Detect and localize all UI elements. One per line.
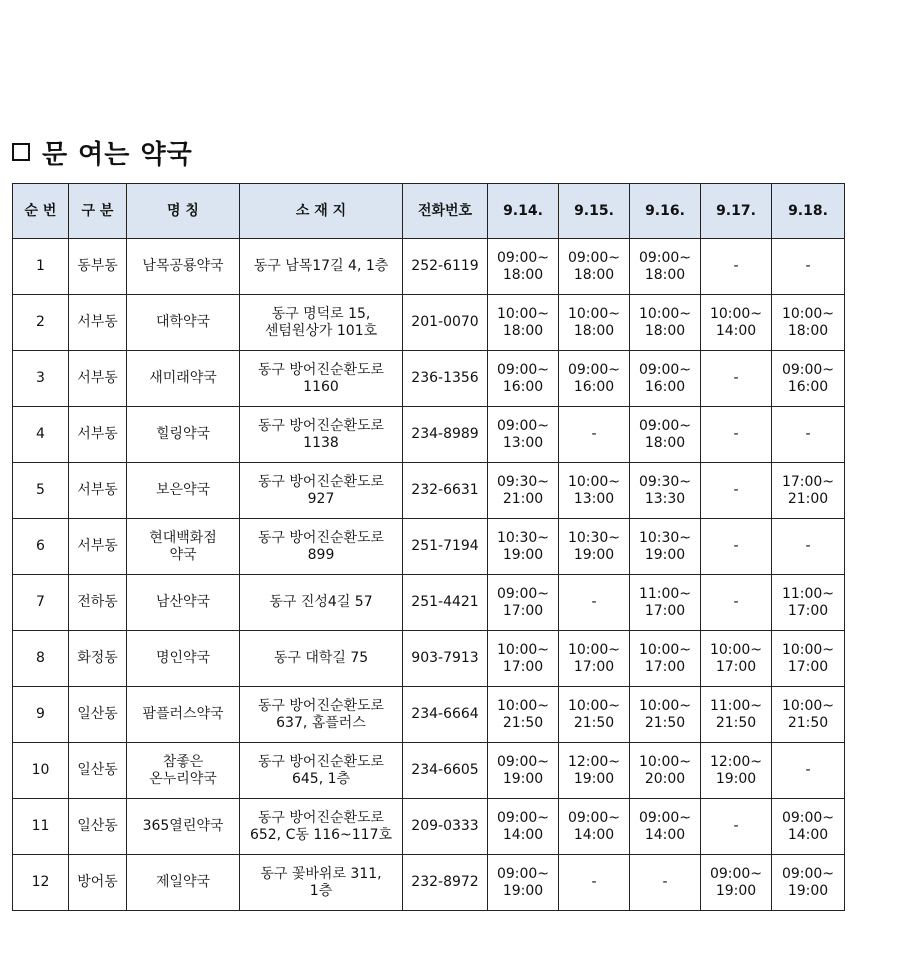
cell-hours-9-14: 09:00~ 19:00 [488, 743, 559, 799]
cell-hours-9-14: 10:00~ 17:00 [488, 631, 559, 687]
cell-hours-9-17: - [701, 575, 772, 631]
cell-hours-9-17: - [701, 799, 772, 855]
col-header-date-2: 9.15. [559, 184, 630, 239]
cell-phone: 201-0070 [403, 295, 488, 351]
cell-hours-9-14: 10:00~ 21:50 [488, 687, 559, 743]
cell-hours-9-17: - [701, 351, 772, 407]
cell-hours-9-18: 10:00~ 21:50 [772, 687, 845, 743]
col-header-date-5: 9.18. [772, 184, 845, 239]
table-row [13, 743, 845, 799]
cell-hours-9-18: 09:00~ 16:00 [772, 351, 845, 407]
cell-pharmacy-name: 새미래약국 [127, 351, 240, 407]
table-row [13, 855, 845, 911]
cell-pharmacy-name: 명인약국 [127, 631, 240, 687]
cell-district: 일산동 [69, 799, 127, 855]
cell-address: 동구 진성4길 57 [240, 575, 403, 631]
table-row [13, 631, 845, 687]
col-header-address: 소 재 지 [240, 184, 403, 239]
cell-hours-9-15: - [559, 855, 630, 911]
cell-hours-9-16: 09:00~ 14:00 [630, 799, 701, 855]
cell-hours-9-18: - [772, 519, 845, 575]
cell-address: 동구 명덕로 15, 센텀원상가 101호 [240, 295, 403, 351]
cell-pharmacy-name: 365열린약국 [127, 799, 240, 855]
table-row [13, 687, 845, 743]
cell-hours-9-16: 10:00~ 21:50 [630, 687, 701, 743]
table-row [13, 351, 845, 407]
cell-phone: 209-0333 [403, 799, 488, 855]
col-header-date-3: 9.16. [630, 184, 701, 239]
cell-hours-9-16: 09:00~ 18:00 [630, 239, 701, 295]
cell-hours-9-15: 10:30~ 19:00 [559, 519, 630, 575]
cell-number: 11 [13, 799, 69, 855]
cell-number: 6 [13, 519, 69, 575]
cell-number: 5 [13, 463, 69, 519]
table-row [13, 295, 845, 351]
cell-hours-9-18: 09:00~ 14:00 [772, 799, 845, 855]
table-row [13, 519, 845, 575]
cell-pharmacy-name: 제일약국 [127, 855, 240, 911]
cell-district: 서부동 [69, 351, 127, 407]
cell-address: 동구 남목17길 4, 1층 [240, 239, 403, 295]
col-header-date-4: 9.17. [701, 184, 772, 239]
cell-hours-9-14: 09:00~ 14:00 [488, 799, 559, 855]
cell-hours-9-14: 10:00~ 18:00 [488, 295, 559, 351]
cell-address: 동구 방어진순환도로 637, 홈플러스 [240, 687, 403, 743]
cell-hours-9-17: 11:00~ 21:50 [701, 687, 772, 743]
cell-hours-9-17: 10:00~ 17:00 [701, 631, 772, 687]
cell-district: 전하동 [69, 575, 127, 631]
cell-hours-9-15: 09:00~ 16:00 [559, 351, 630, 407]
cell-hours-9-18: 17:00~ 21:00 [772, 463, 845, 519]
cell-hours-9-14: 09:30~ 21:00 [488, 463, 559, 519]
cell-district: 화정동 [69, 631, 127, 687]
cell-phone: 251-7194 [403, 519, 488, 575]
cell-pharmacy-name: 현대백화점 약국 [127, 519, 240, 575]
cell-phone: 232-6631 [403, 463, 488, 519]
cell-hours-9-14: 09:00~ 17:00 [488, 575, 559, 631]
cell-hours-9-16: 09:00~ 18:00 [630, 407, 701, 463]
cell-hours-9-14: 10:30~ 19:00 [488, 519, 559, 575]
cell-number: 12 [13, 855, 69, 911]
cell-hours-9-15: 09:00~ 14:00 [559, 799, 630, 855]
cell-pharmacy-name: 대학약국 [127, 295, 240, 351]
page-title-text: 문 여는 약국 [42, 139, 193, 170]
cell-phone: 232-8972 [403, 855, 488, 911]
cell-hours-9-18: - [772, 239, 845, 295]
cell-hours-9-18: 11:00~ 17:00 [772, 575, 845, 631]
col-header-district: 구 분 [69, 184, 127, 239]
cell-hours-9-15: - [559, 575, 630, 631]
cell-hours-9-15: 10:00~ 13:00 [559, 463, 630, 519]
cell-hours-9-17: - [701, 519, 772, 575]
cell-hours-9-16: 09:00~ 16:00 [630, 351, 701, 407]
cell-address: 동구 방어진순환도로 899 [240, 519, 403, 575]
cell-district: 서부동 [69, 463, 127, 519]
cell-hours-9-17: - [701, 407, 772, 463]
cell-hours-9-14: 09:00~ 18:00 [488, 239, 559, 295]
cell-hours-9-16: 10:30~ 19:00 [630, 519, 701, 575]
cell-address: 동구 방어진순환도로 645, 1층 [240, 743, 403, 799]
cell-hours-9-18: - [772, 407, 845, 463]
cell-phone: 234-6605 [403, 743, 488, 799]
cell-number: 4 [13, 407, 69, 463]
cell-hours-9-17: 12:00~ 19:00 [701, 743, 772, 799]
cell-hours-9-17: - [701, 239, 772, 295]
cell-district: 일산동 [69, 743, 127, 799]
col-header-number: 순 번 [13, 184, 69, 239]
cell-hours-9-14: 09:00~ 13:00 [488, 407, 559, 463]
cell-address: 동구 방어진순환도로 927 [240, 463, 403, 519]
table-row [13, 239, 845, 295]
cell-hours-9-18: 09:00~ 19:00 [772, 855, 845, 911]
col-header-date-1: 9.14. [488, 184, 559, 239]
cell-hours-9-15: 10:00~ 17:00 [559, 631, 630, 687]
cell-hours-9-18: 10:00~ 18:00 [772, 295, 845, 351]
cell-district: 서부동 [69, 519, 127, 575]
cell-pharmacy-name: 힐링약국 [127, 407, 240, 463]
cell-hours-9-17: 10:00~ 14:00 [701, 295, 772, 351]
cell-hours-9-16: 09:30~ 13:30 [630, 463, 701, 519]
cell-hours-9-16: 10:00~ 17:00 [630, 631, 701, 687]
cell-pharmacy-name: 남목공룡약국 [127, 239, 240, 295]
cell-hours-9-15: 09:00~ 18:00 [559, 239, 630, 295]
cell-pharmacy-name: 보은약국 [127, 463, 240, 519]
cell-pharmacy-name: 남산약국 [127, 575, 240, 631]
cell-hours-9-16: - [630, 855, 701, 911]
cell-number: 7 [13, 575, 69, 631]
cell-hours-9-16: 11:00~ 17:00 [630, 575, 701, 631]
cell-number: 8 [13, 631, 69, 687]
cell-hours-9-17: 09:00~ 19:00 [701, 855, 772, 911]
cell-number: 2 [13, 295, 69, 351]
cell-district: 서부동 [69, 295, 127, 351]
cell-phone: 251-4421 [403, 575, 488, 631]
table-row [13, 575, 845, 631]
cell-phone: 252-6119 [403, 239, 488, 295]
cell-hours-9-14: 09:00~ 19:00 [488, 855, 559, 911]
cell-number: 10 [13, 743, 69, 799]
checkbox-square-icon [12, 143, 30, 161]
cell-number: 3 [13, 351, 69, 407]
cell-district: 일산동 [69, 687, 127, 743]
cell-address: 동구 꽃바위로 311, 1층 [240, 855, 403, 911]
cell-address: 동구 방어진순환도로 1138 [240, 407, 403, 463]
cell-number: 1 [13, 239, 69, 295]
page-title [12, 132, 193, 172]
col-header-phone: 전화번호 [403, 184, 488, 239]
cell-hours-9-15: - [559, 407, 630, 463]
cell-number: 9 [13, 687, 69, 743]
table-row [13, 407, 845, 463]
cell-phone: 234-6664 [403, 687, 488, 743]
cell-phone: 903-7913 [403, 631, 488, 687]
cell-hours-9-17: - [701, 463, 772, 519]
table-row [13, 799, 845, 855]
cell-address: 동구 대학길 75 [240, 631, 403, 687]
cell-hours-9-14: 09:00~ 16:00 [488, 351, 559, 407]
table-body [13, 239, 845, 911]
cell-district: 방어동 [69, 855, 127, 911]
table-row [13, 463, 845, 519]
cell-hours-9-15: 10:00~ 21:50 [559, 687, 630, 743]
cell-pharmacy-name: 참좋은 온누리약국 [127, 743, 240, 799]
cell-pharmacy-name: 팜플러스약국 [127, 687, 240, 743]
cell-hours-9-16: 10:00~ 18:00 [630, 295, 701, 351]
cell-phone: 236-1356 [403, 351, 488, 407]
cell-address: 동구 방어진순환도로 652, C동 116~117호 [240, 799, 403, 855]
pharmacy-table [12, 183, 845, 911]
cell-district: 서부동 [69, 407, 127, 463]
cell-phone: 234-8989 [403, 407, 488, 463]
table-header-row [13, 184, 845, 239]
cell-district: 동부동 [69, 239, 127, 295]
cell-hours-9-15: 10:00~ 18:00 [559, 295, 630, 351]
cell-hours-9-16: 10:00~ 20:00 [630, 743, 701, 799]
cell-hours-9-18: - [772, 743, 845, 799]
cell-hours-9-15: 12:00~ 19:00 [559, 743, 630, 799]
cell-hours-9-18: 10:00~ 17:00 [772, 631, 845, 687]
cell-address: 동구 방어진순환도로 1160 [240, 351, 403, 407]
col-header-name: 명 칭 [127, 184, 240, 239]
